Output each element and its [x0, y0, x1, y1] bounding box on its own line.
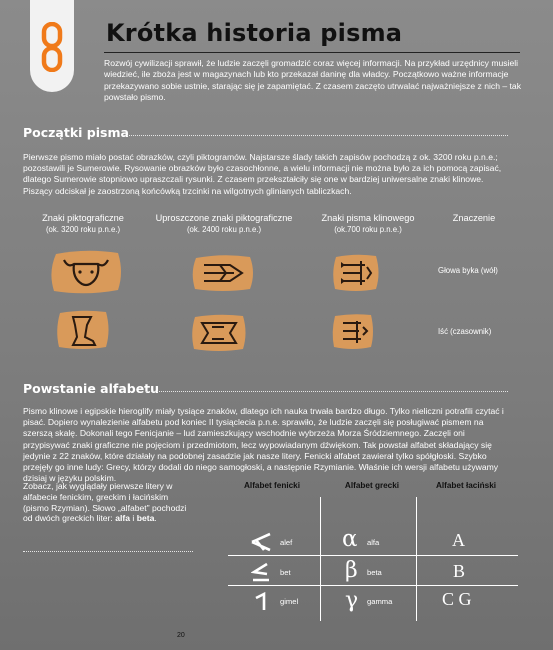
tablet-walk-pictogram [55, 309, 111, 351]
tablet-ox-simplified [190, 253, 256, 293]
dotted-divider [124, 135, 508, 136]
phoenician-alef-glyph [250, 532, 272, 552]
grid-line [320, 497, 321, 621]
header-phoenician: Alfabet fenicki [244, 481, 300, 490]
grid-line [228, 585, 518, 586]
chain-link-icon [41, 22, 63, 72]
column-header-pictographic: Znaki piktograficzne (ok. 3200 roku p.n.e.) [42, 213, 124, 234]
sidenote: Zobacz, jak wyglądały pierwsze litery w alfabecie fenickim, greckim i łacińskim (pismo Rzymian). Słowo „alfabet” pochodzi od dwóch greckich liter: alfa i beta. [23, 481, 187, 524]
phoenician-alef-name: alef [280, 538, 293, 547]
beginnings-paragraph: Pierwsze pismo miało postać obrazków, czyli piktogramów. Najstarsze ślady takich zapisów pochodzą z ok. 3200 roku p.n.e.; pozostawili je Sumerowie. Rysowanie obrazków było czasochłonne, a wielu informacji nie można było za ich pomocą zapisać, dlatego Sumerowie stopniowo upraszczali rysunki. Z czasem przekształciły się one w bardziej uniwersalne znaki klinowe. Piszący odciskał je zaostrzoną końcówką trzcinki na wilgotnych glinianych tabliczkach. [23, 152, 502, 196]
section-heading-alphabet: Powstanie alfabetu [23, 381, 160, 396]
latin-a-glyph: A [452, 530, 465, 550]
phoenician-bet-name: bet [280, 568, 291, 577]
greek-beta-glyph: β [345, 558, 358, 583]
greek-beta-name: beta [367, 568, 382, 577]
header-latin: Alfabet łaciński [435, 481, 497, 490]
tablet-ox-cuneiform [331, 253, 381, 293]
section-heading-beginnings: Początki pisma [23, 125, 129, 140]
sidenote-word-alfa: alfa [115, 513, 131, 524]
column-header-cuneiform: Znaki pisma klinowego (ok.700 roku p.n.e.) [321, 213, 415, 234]
greek-gamma-glyph: γ [345, 588, 359, 613]
alphabet-paragraph: Pismo klinowe i egipskie hieroglify miały tysiące znaków, dlatego ich nauka trwała bardzo długo. Tylko nieliczni potrafili czytać i pisać. Dopiero wynalezienie alfabetu pod koniec II tysiąclecia p.n.e. sprawiło, że ludzie zaczęli się posługiwać pismem na szerszą skalę. Dokonali tego Fenicjanie – lud zamieszkujący wschodnie wybrzeża Morza Śródziemnego. Zaczęli oni przypisywać znaki graficzne nie pojęciom i przedmiotom, lecz wypowiadanym dźwiękom. Tak powstał alfabet składający się jedynie z 22 znaków, które działały na podobnej zasadzie jak nasze litery. Fenicki alfabet zawierał tylko spółgłoski. Szybko przejęły go inne ludy: Grecy, którzy dodali do niego samogłoski, a następnie Rzymianie. Właśnie ich wersji alfabetu używamy dzisiaj w języku polskim. [23, 406, 504, 484]
greek-alpha-name: alfa [367, 538, 380, 547]
latin-cg-glyph: C G [442, 589, 472, 609]
title-divider [104, 52, 520, 53]
sidenote-divider [23, 551, 193, 552]
sidenote-word-beta: beta [136, 513, 155, 524]
dotted-divider [146, 391, 508, 392]
grid-line [416, 497, 417, 621]
phoenician-bet-glyph [251, 562, 271, 582]
meaning-ox: Głowa byka (wół) [438, 266, 498, 275]
page-number: 20 [177, 632, 185, 639]
tablet-ox-pictogram [48, 248, 124, 296]
greek-alpha-glyph: α [342, 526, 358, 552]
greek-gamma-name: gamma [367, 597, 393, 606]
phoenician-gimel-glyph [253, 592, 269, 612]
page-title: Krótka historia pisma [106, 19, 403, 47]
intro-paragraph: Rozwój cywilizacji sprawił, że ludzie zaczęli gromadzić coraz więcej informacji. Na przykład urzędnicy musieli wiedzieć, ile zboża jest w magazynach lub kto przekazał daninę dla władcy. Początkowo ważne informacje przekazywano sobie ustnie, starając się je zapamiętać. Z czasem zaczęto utrwalać najważniejsze z nich – tak powstało pismo. [104, 58, 521, 102]
tablet-walk-simplified [190, 313, 248, 353]
phoenician-gimel-name: gimel [280, 597, 299, 606]
meaning-walk: Iść (czasownik) [438, 327, 492, 336]
grid-line [228, 555, 518, 556]
column-header-meaning: Znaczenie [452, 213, 496, 223]
column-header-simplified: Uproszczone znaki piktograficzne (ok. 2400 roku p.n.e.) [155, 213, 293, 234]
latin-b-glyph: B [453, 561, 466, 581]
header-greek: Alfabet grecki [344, 481, 400, 490]
tablet-walk-cuneiform [331, 313, 375, 351]
